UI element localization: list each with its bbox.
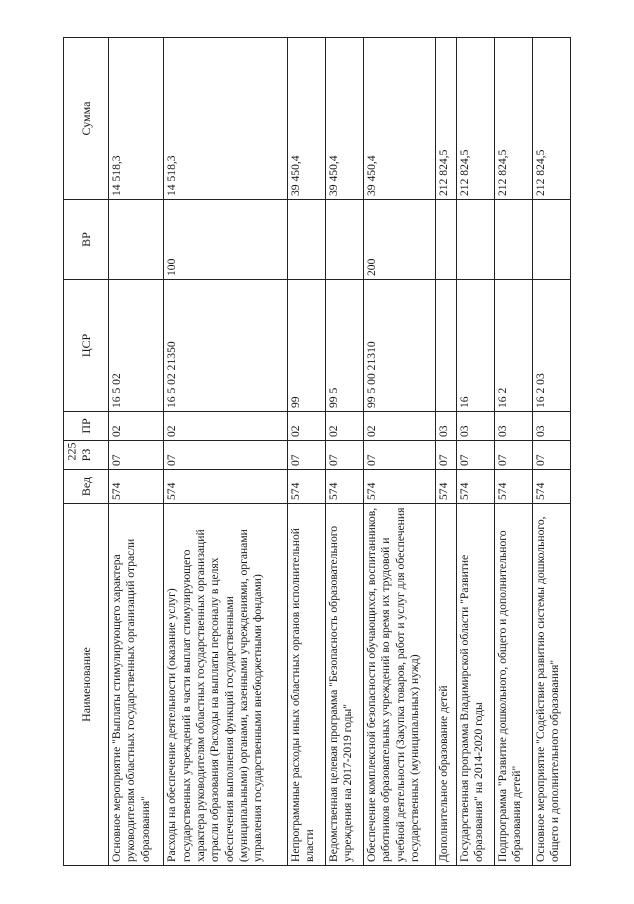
cell-vr (457, 200, 495, 280)
cell-rz: 07 (532, 441, 570, 470)
cell-rz: 07 (495, 441, 533, 470)
cell-vr (495, 200, 533, 280)
table-header-row (64, 38, 109, 866)
cell-ved: 574 (495, 470, 533, 504)
cell-sum: 14 518,3 (109, 38, 164, 200)
cell-pr: 02 (363, 412, 435, 441)
cell-rz: 07 (109, 441, 164, 470)
cell-pr: 02 (164, 412, 288, 441)
cell-sum: 39 450,4 (288, 38, 326, 200)
cell-ved: 574 (109, 470, 164, 504)
table-row (532, 38, 570, 866)
cell-csr: 16 5 02 21350 (164, 280, 288, 412)
cell-sum: 39 450,4 (326, 38, 364, 200)
cell-csr: 99 5 (326, 280, 364, 412)
cell-vr (109, 200, 164, 280)
cell-ved: 574 (326, 470, 364, 504)
cell-csr: 99 5 00 21310 (363, 280, 435, 412)
cell-name: Основное мероприятие "Содействие развитию системы дошкольного, общего и дополнительного образования" (532, 504, 570, 866)
page-number: 225 (64, 442, 79, 461)
cell-ved: 574 (436, 470, 457, 504)
table-row (109, 38, 164, 866)
cell-pr: 03 (532, 412, 570, 441)
header-csr: ЦСР (64, 280, 109, 412)
cell-vr (288, 200, 326, 280)
table-row (495, 38, 533, 866)
cell-pr: 03 (436, 412, 457, 441)
cell-vr: 100 (164, 200, 288, 280)
cell-rz: 07 (288, 441, 326, 470)
table-row (436, 38, 457, 866)
cell-ved: 574 (164, 470, 288, 504)
cell-name: Подпрограмма "Развитие дошкольного, общего и дополнительного образования детей" (495, 504, 533, 866)
cell-csr: 16 2 (495, 280, 533, 412)
cell-rz: 07 (363, 441, 435, 470)
cell-csr: 99 (288, 280, 326, 412)
cell-pr: 02 (288, 412, 326, 441)
cell-sum: 14 518,3 (164, 38, 288, 200)
header-sum: Сумма (64, 38, 109, 200)
cell-vr (326, 200, 364, 280)
table-row (164, 38, 288, 866)
cell-name: Обеспечение комплексной безопасности обучающихся, воспитанников, работников образовательных учреждений во время их трудовой и учебной деятельности (Закупка товаров, работ и услуг для обеспечения государственных (муниципальных) нужд) (363, 504, 435, 866)
cell-vr (532, 200, 570, 280)
header-vr: ВР (64, 200, 109, 280)
header-rz: РЗ (64, 441, 109, 470)
cell-csr: 16 (457, 280, 495, 412)
cell-name: Расходы на обеспечение деятельности (оказание услуг) государственных учреждений в части выплат стимулирующего характера руководителям областных государственных организаций отрасли образования (Расходы на выплаты персоналу в целях обеспечения выполнения функций государственными (муниципальными) органами, казенными учреждениями, органами управления государственными внебюджетными фондами) (164, 504, 288, 866)
cell-name: Ведомственная целевая программа "Безопасность образовательного учреждения на 2017-2019 годы" (326, 504, 364, 866)
cell-vr (436, 200, 457, 280)
header-name: Наименование (64, 504, 109, 866)
cell-ved: 574 (288, 470, 326, 504)
cell-name: Государственная программа Владимирской области "Развитие образования" на 2014-2020 годы (457, 504, 495, 866)
cell-rz: 07 (457, 441, 495, 470)
cell-csr: 16 5 02 (109, 280, 164, 412)
cell-csr (436, 280, 457, 412)
budget-table (63, 37, 571, 866)
table-row (363, 38, 435, 866)
cell-rz: 07 (436, 441, 457, 470)
cell-sum: 212 824,5 (532, 38, 570, 200)
cell-rz: 07 (164, 441, 288, 470)
cell-name: Основное мероприятие "Выплаты стимулирующего характера руководителям областных государственных организаций отрасли образования" (109, 504, 164, 866)
cell-sum: 212 824,5 (495, 38, 533, 200)
cell-ved: 574 (457, 470, 495, 504)
cell-name: Непрограммные расходы иных областных органов исполнительной власти (288, 504, 326, 866)
rotated-table-container (63, 38, 571, 866)
header-pr: ПР (64, 412, 109, 441)
cell-csr: 16 2 03 (532, 280, 570, 412)
cell-sum: 212 824,5 (457, 38, 495, 200)
table-row (326, 38, 364, 866)
cell-vr: 200 (363, 200, 435, 280)
table-row (457, 38, 495, 866)
cell-sum: 39 450,4 (363, 38, 435, 200)
cell-name: Дополнительное образование детей (436, 504, 457, 866)
cell-rz: 07 (326, 441, 364, 470)
cell-ved: 574 (363, 470, 435, 504)
cell-pr: 03 (495, 412, 533, 441)
cell-ved: 574 (532, 470, 570, 504)
table-row (288, 38, 326, 866)
cell-pr: 03 (457, 412, 495, 441)
cell-sum: 212 824,5 (436, 38, 457, 200)
cell-pr: 02 (326, 412, 364, 441)
cell-pr: 02 (109, 412, 164, 441)
header-ved: Вед (64, 470, 109, 504)
